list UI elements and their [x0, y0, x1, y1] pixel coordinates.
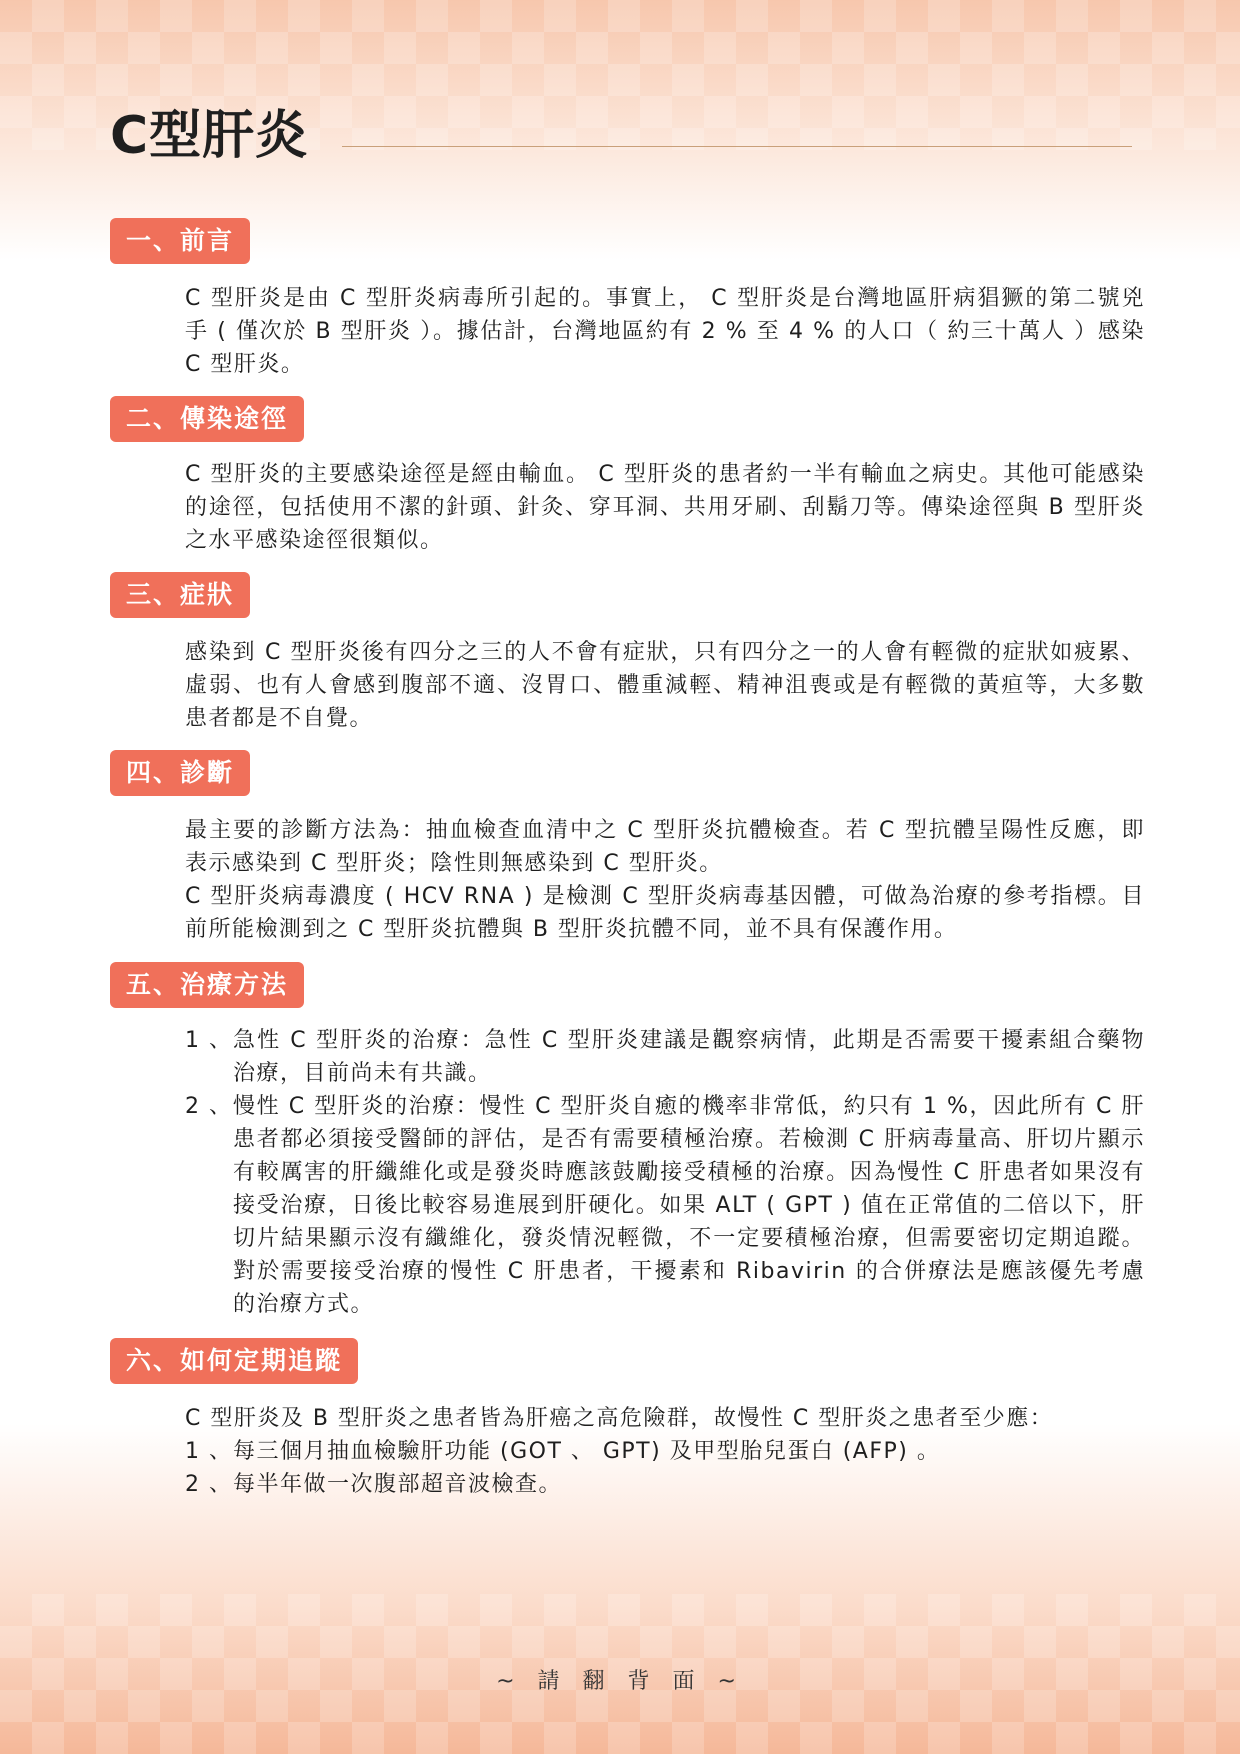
list-number: 1 、 — [185, 1028, 233, 1053]
section-symptoms-body — [185, 636, 1145, 735]
paragraph: C 型肝炎及 B 型肝炎之患者皆為肝癌之高危險群，故慢性 C 型肝炎之患者至少應： — [185, 1406, 1054, 1431]
section-diagnosis-body — [185, 814, 1145, 946]
paragraph: 感染到 C 型肝炎後有四分之三的人不會有症狀，只有四分之一的人會有輕微的症狀如疲累、虛弱、也有人會感到腹部不適、沒胃口、體重減輕、精神沮喪或是有輕微的黃疸等，大多數患者都是不自覺。 — [185, 640, 1145, 731]
paragraph: C 型肝炎的主要感染途徑是經由輸血。 C 型肝炎的患者約一半有輸血之病史。其他可能感染的途徑，包括使用不潔的針頭、針灸、穿耳洞、共用牙刷、刮鬍刀等。傳染途徑與 B 型肝炎之水平感染途徑很類似。 — [185, 462, 1145, 553]
turn-over-note: ~ 請 翻 背 面 ~ — [496, 1669, 744, 1694]
list-item — [185, 1090, 1145, 1321]
list-item — [185, 1435, 1145, 1468]
treatment-list — [185, 1024, 1145, 1321]
list-text: 急性 C 型肝炎的治療：急性 C 型肝炎建議是觀察病情，此期是否需要干擾素組合藥物治療，目前尚未有共識。 — [233, 1028, 1145, 1086]
section-heading-diagnosis: 四、診斷 — [110, 750, 250, 796]
list-number: 2 、 — [185, 1094, 233, 1119]
list-number: 1 、 — [185, 1439, 233, 1464]
list-item — [185, 1468, 1145, 1501]
list-text: 每三個月抽血檢驗肝功能 (GOT 、 GPT) 及甲型胎兒蛋白 (AFP) 。 — [233, 1439, 941, 1464]
section-heading-intro: 一、前言 — [110, 218, 250, 264]
section-heading-treatment: 五、治療方法 — [110, 962, 304, 1008]
list-text: 每半年做一次腹部超音波檢查。 — [233, 1472, 563, 1497]
list-text: 慢性 C 型肝炎的治療：慢性 C 型肝炎自癒的機率非常低，約只有 1 %，因此所有 C 肝患者都必須接受醫師的評估，是否有需要積極治療。若檢測 C 肝病毒量高、肝切片顯示有較厲害的肝纖維化或是發炎時應該鼓勵接受積極的治療。因為慢性 C 肝患者如果沒有接受治療，日後比較容易進展到肝硬化。如果 ALT ( GPT ) 值在正常值的二倍以下，肝切片結果顯示沒有纖維化，發炎情況輕微，不一定要積極治療，但需要密切定期追蹤。對於需要接受治療的慢性 C 肝患者，干擾素和 Ribavirin 的合併療法是應該優先考慮的治療方式。 — [233, 1094, 1145, 1317]
title-divider — [342, 146, 1132, 147]
section-heading-followup: 六、如何定期追蹤 — [110, 1338, 358, 1384]
paragraph: C 型肝炎是由 C 型肝炎病毒所引起的。事實上， C 型肝炎是台灣地區肝病猖獗的第二號兇手 ( 僅次於 B 型肝炎 ）。據估計，台灣地區約有 2 % 至 4 % 的人口（ 約三十萬人 ）感染 C 型肝炎。 — [185, 286, 1145, 377]
followup-body — [185, 1402, 1145, 1501]
page-title: C型肝炎 — [110, 106, 309, 166]
paragraph: 最主要的診斷方法為：抽血檢查血清中之 C 型肝炎抗體檢查。若 C 型抗體呈陽性反應，即表示感染到 C 型肝炎；陰性則無感染到 C 型肝炎。 — [185, 818, 1145, 876]
section-transmission-body — [185, 458, 1145, 557]
section-heading-symptoms: 三、症狀 — [110, 572, 250, 618]
section-heading-transmission: 二、傳染途徑 — [110, 396, 304, 442]
paragraph: C 型肝炎病毒濃度 ( HCV RNA ) 是檢測 C 型肝炎病毒基因體，可做為治療的參考指標。目前所能檢測到之 C 型肝炎抗體與 B 型肝炎抗體不同，並不具有保護作用。 — [185, 884, 1145, 942]
list-item — [185, 1024, 1145, 1090]
section-intro-body — [185, 282, 1145, 381]
list-number: 2 、 — [185, 1472, 233, 1497]
